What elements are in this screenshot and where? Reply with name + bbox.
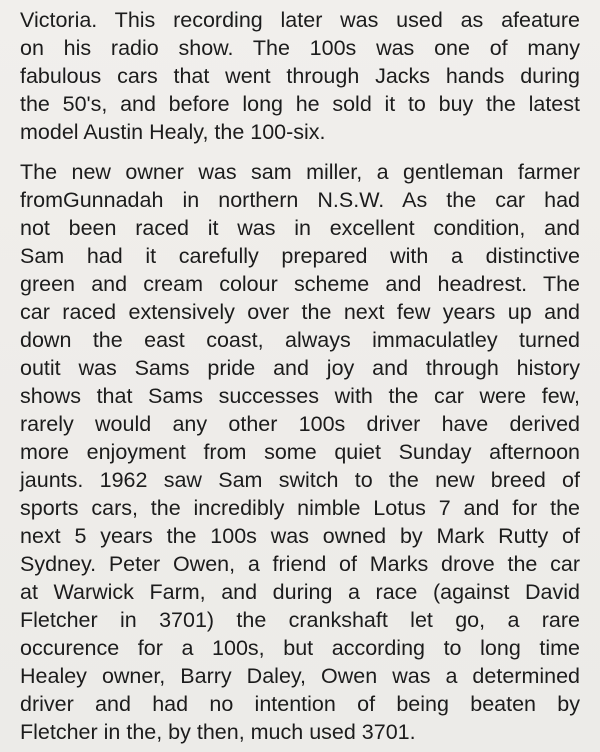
text-line: Fletcher in the, by then, much used 3701.: [20, 720, 416, 744]
text-line: down the east coast, always immaculatley turned: [20, 328, 580, 352]
paragraph-1: [20, 6, 580, 146]
text-line: more enjoyment from some quiet Sunday afternoon: [20, 440, 580, 464]
text-line: car raced extensively over the next few years up and: [20, 300, 580, 324]
text-line: at Warwick Farm, and during a race (against David: [20, 580, 580, 604]
text-line: Sam had it carefully prepared with a distinctive: [20, 244, 580, 268]
text-line: occurence for a 100s, but according to long time: [20, 636, 580, 660]
text-line: outit was Sams pride and joy and through history: [20, 356, 580, 380]
text-line: driver and had no intention of being beaten by: [20, 692, 580, 716]
text-line: shows that Sams successes with the car were few,: [20, 384, 580, 408]
text-line: the 50's, and before long he sold it to buy the latest: [20, 92, 580, 116]
text-line: sports cars, the incredibly nimble Lotus 7 and for the: [20, 496, 580, 520]
text-line: on his radio show. The 100s was one of many: [20, 36, 580, 60]
paragraph-2: [20, 158, 580, 746]
text-line: model Austin Healy, the 100-six.: [20, 120, 326, 144]
text-line: Sydney. Peter Owen, a friend of Marks drove the car: [20, 552, 580, 576]
text-line: Fletcher in 3701) the crankshaft let go, a rare: [20, 608, 580, 632]
text-line: fromGunnadah in northern N.S.W. As the car had: [20, 188, 580, 212]
text-line: Victoria. This recording later was used as afeature: [20, 8, 580, 32]
text-line: next 5 years the 100s was owned by Mark Rutty of: [20, 524, 580, 548]
text-line: not been raced it was in excellent condition, and: [20, 216, 580, 240]
text-line: The new owner was sam miller, a gentleman farmer: [20, 160, 580, 184]
text-line: fabulous cars that went through Jacks hands during: [20, 64, 580, 88]
text-line: green and cream colour scheme and headrest. The: [20, 272, 580, 296]
text-line: rarely would any other 100s driver have derived: [20, 412, 580, 436]
text-line: Healey owner, Barry Daley, Owen was a determined: [20, 664, 580, 688]
text-line: jaunts. 1962 saw Sam switch to the new breed of: [20, 468, 580, 492]
